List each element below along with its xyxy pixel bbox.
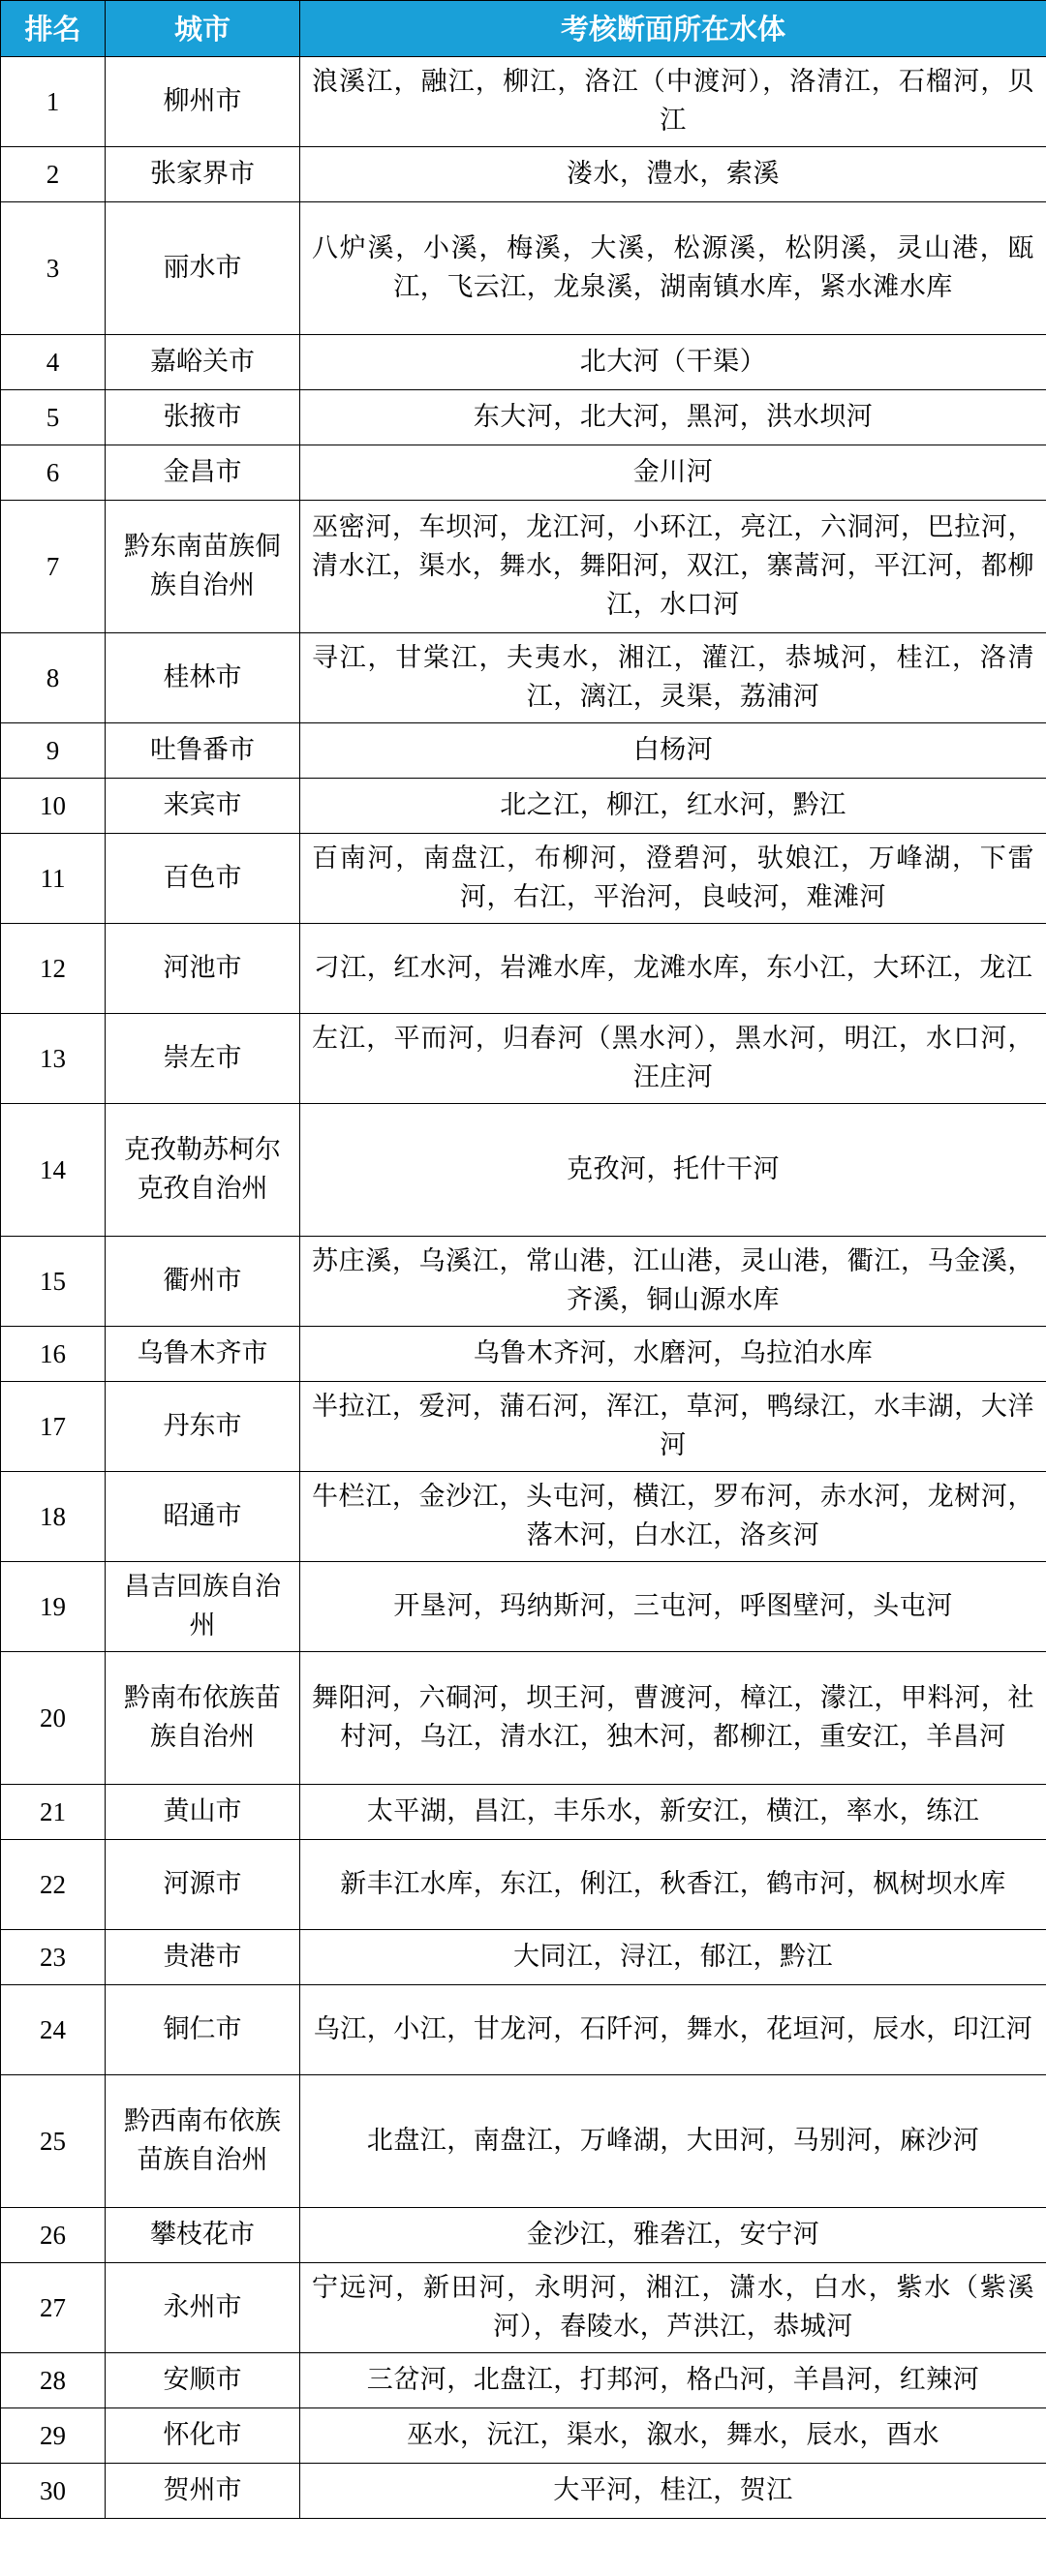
- rank-cell: 12: [1, 924, 106, 1014]
- rank-cell: 21: [1, 1785, 106, 1840]
- city-cell: 桂林市: [106, 633, 300, 723]
- water-body-cell: 苏庄溪，乌溪江，常山港，江山港，灵山港，衢江，马金溪，齐溪，铜山源水库: [300, 1237, 1046, 1327]
- water-body-cell: 白杨河: [300, 723, 1046, 779]
- water-body-cell: 刁江，红水河，岩滩水库，龙滩水库，东小江，大环江，龙江: [300, 924, 1046, 1014]
- rank-cell: 22: [1, 1840, 106, 1930]
- rank-cell: 9: [1, 723, 106, 779]
- city-cell: 张掖市: [106, 390, 300, 445]
- header-rank: 排名: [1, 1, 106, 57]
- rank-cell: 24: [1, 1985, 106, 2075]
- rank-cell: 2: [1, 147, 106, 202]
- water-body-cell: 金沙江，雅砻江，安宁河: [300, 2208, 1046, 2263]
- header-city: 城市: [106, 1, 300, 57]
- water-body-cell: 左江，平而河，归春河（黑水河），黑水河，明江，水口河，汪庄河: [300, 1014, 1046, 1104]
- rank-cell: 25: [1, 2075, 106, 2208]
- city-cell: 柳州市: [106, 57, 300, 147]
- rank-cell: 8: [1, 633, 106, 723]
- rank-cell: 6: [1, 445, 106, 501]
- rank-cell: 7: [1, 501, 106, 633]
- city-cell: 克孜勒苏柯尔克孜自治州: [106, 1104, 300, 1237]
- table-body: [1, 57, 1046, 2519]
- water-body-cell: 三岔河，北盘江，打邦河，格凸河，羊昌河，红辣河: [300, 2353, 1046, 2408]
- table-row: [1, 1930, 1046, 1985]
- table-row: [1, 1327, 1046, 1382]
- table-row: [1, 202, 1046, 335]
- table-row: [1, 2075, 1046, 2208]
- table-row: [1, 1985, 1046, 2075]
- header-water: 考核断面所在水体: [300, 1, 1046, 57]
- table-row: [1, 335, 1046, 390]
- water-body-cell: 金川河: [300, 445, 1046, 501]
- table-row: [1, 1562, 1046, 1652]
- table-row: [1, 924, 1046, 1014]
- city-cell: 吐鲁番市: [106, 723, 300, 779]
- rank-cell: 15: [1, 1237, 106, 1327]
- table-row: [1, 633, 1046, 723]
- water-body-cell: 百南河，南盘江，布柳河，澄碧河，驮娘江，万峰湖，下雷河，右江，平治河，良岐河，难滩河: [300, 834, 1046, 924]
- city-cell: 河池市: [106, 924, 300, 1014]
- rank-cell: 1: [1, 57, 106, 147]
- water-body-cell: 东大河，北大河，黑河，洪水坝河: [300, 390, 1046, 445]
- city-cell: 嘉峪关市: [106, 335, 300, 390]
- rank-cell: 17: [1, 1382, 106, 1472]
- table-row: [1, 1382, 1046, 1472]
- city-cell: 黔东南苗族侗族自治州: [106, 501, 300, 633]
- rank-cell: 18: [1, 1472, 106, 1562]
- table-row: [1, 2464, 1046, 2519]
- table-row: [1, 1237, 1046, 1327]
- table-row: [1, 779, 1046, 834]
- city-cell: 丽水市: [106, 202, 300, 335]
- rank-cell: 4: [1, 335, 106, 390]
- water-body-cell: 巫水，沅江，渠水，溆水，舞水，辰水，酉水: [300, 2408, 1046, 2464]
- table-row: [1, 834, 1046, 924]
- table-header-row: [1, 1, 1046, 57]
- table-row: [1, 2208, 1046, 2263]
- water-body-cell: 舞阳河，六硐河，坝王河，曹渡河，樟江，濛江，甲料河，社村河，乌江，清水江，独木河，都柳江，重安江，羊昌河: [300, 1652, 1046, 1785]
- table-row: [1, 1840, 1046, 1930]
- water-body-cell: 开垦河，玛纳斯河，三屯河，呼图壁河，头屯河: [300, 1562, 1046, 1652]
- water-body-cell: 浪溪江，融江，柳江，洛江（中渡河），洛清江，石榴河，贝江: [300, 57, 1046, 147]
- table-row: [1, 1472, 1046, 1562]
- city-cell: 攀枝花市: [106, 2208, 300, 2263]
- city-cell: 永州市: [106, 2263, 300, 2353]
- rank-cell: 30: [1, 2464, 106, 2519]
- water-body-cell: 乌鲁木齐河，水磨河，乌拉泊水库: [300, 1327, 1046, 1382]
- water-body-cell: 克孜河，托什干河: [300, 1104, 1046, 1237]
- table-row: [1, 147, 1046, 202]
- table-row: [1, 2408, 1046, 2464]
- rank-cell: 13: [1, 1014, 106, 1104]
- city-cell: 黔南布依族苗族自治州: [106, 1652, 300, 1785]
- city-cell: 河源市: [106, 1840, 300, 1930]
- water-body-cell: 宁远河，新田河，永明河，湘江，潇水，白水，紫水（紫溪河），舂陵水，芦洪江，恭城河: [300, 2263, 1046, 2353]
- water-body-cell: 乌江，小江，甘龙河，石阡河，舞水，花垣河，辰水，印江河: [300, 1985, 1046, 2075]
- city-cell: 乌鲁木齐市: [106, 1327, 300, 1382]
- table-row: [1, 390, 1046, 445]
- city-cell: 金昌市: [106, 445, 300, 501]
- city-cell: 昌吉回族自治州: [106, 1562, 300, 1652]
- water-body-cell: 大同江，浔江，郁江，黔江: [300, 1930, 1046, 1985]
- table-row: [1, 2263, 1046, 2353]
- water-body-cell: 巫密河，车坝河，龙江河，小环江，亮江，六洞河，巴拉河，清水江，渠水，舞水，舞阳河，双江，寨蒿河，平江河，都柳江，水口河: [300, 501, 1046, 633]
- rank-cell: 10: [1, 779, 106, 834]
- city-cell: 衢州市: [106, 1237, 300, 1327]
- rank-cell: 20: [1, 1652, 106, 1785]
- table-row: [1, 2353, 1046, 2408]
- table-row: [1, 445, 1046, 501]
- city-cell: 昭通市: [106, 1472, 300, 1562]
- table-row: [1, 57, 1046, 147]
- water-body-cell: 北之江，柳江，红水河，黔江: [300, 779, 1046, 834]
- city-cell: 百色市: [106, 834, 300, 924]
- rank-cell: 16: [1, 1327, 106, 1382]
- rank-cell: 26: [1, 2208, 106, 2263]
- rank-cell: 29: [1, 2408, 106, 2464]
- table-row: [1, 501, 1046, 633]
- water-body-cell: 大平河，桂江，贺江: [300, 2464, 1046, 2519]
- city-cell: 黔西南布依族苗族自治州: [106, 2075, 300, 2208]
- city-cell: 怀化市: [106, 2408, 300, 2464]
- water-body-cell: 半拉江，爱河，蒲石河，浑江，草河，鸭绿江，水丰湖，大洋河: [300, 1382, 1046, 1472]
- table-row: [1, 1104, 1046, 1237]
- rank-cell: 3: [1, 202, 106, 335]
- city-cell: 崇左市: [106, 1014, 300, 1104]
- water-body-cell: 寻江，甘棠江，夫夷水，湘江，灌江，恭城河，桂江，洛清江，漓江，灵渠，荔浦河: [300, 633, 1046, 723]
- rank-cell: 28: [1, 2353, 106, 2408]
- city-cell: 贵港市: [106, 1930, 300, 1985]
- rank-cell: 27: [1, 2263, 106, 2353]
- rank-cell: 23: [1, 1930, 106, 1985]
- water-body-cell: 北大河（干渠）: [300, 335, 1046, 390]
- water-body-cell: 新丰江水库，东江，俐江，秋香江，鹤市河，枫树坝水库: [300, 1840, 1046, 1930]
- water-body-cell: 溇水，澧水，索溪: [300, 147, 1046, 202]
- city-cell: 黄山市: [106, 1785, 300, 1840]
- city-cell: 来宾市: [106, 779, 300, 834]
- water-body-cell: 牛栏江，金沙江，头屯河，横江，罗布河，赤水河，龙树河，落木河，白水江，洛亥河: [300, 1472, 1046, 1562]
- city-cell: 张家界市: [106, 147, 300, 202]
- rank-cell: 14: [1, 1104, 106, 1237]
- rank-cell: 19: [1, 1562, 106, 1652]
- water-body-cell: 太平湖，昌江，丰乐水，新安江，横江，率水，练江: [300, 1785, 1046, 1840]
- city-cell: 丹东市: [106, 1382, 300, 1472]
- city-cell: 安顺市: [106, 2353, 300, 2408]
- table-row: [1, 723, 1046, 779]
- table-row: [1, 1785, 1046, 1840]
- water-body-cell: 八炉溪，小溪，梅溪，大溪，松源溪，松阴溪，灵山港，瓯江，飞云江，龙泉溪，湖南镇水库，紧水滩水库: [300, 202, 1046, 335]
- city-cell: 贺州市: [106, 2464, 300, 2519]
- table-row: [1, 1652, 1046, 1785]
- water-body-cell: 北盘江，南盘江，万峰湖，大田河，马别河，麻沙河: [300, 2075, 1046, 2208]
- rank-cell: 5: [1, 390, 106, 445]
- table-row: [1, 1014, 1046, 1104]
- city-cell: 铜仁市: [106, 1985, 300, 2075]
- rank-cell: 11: [1, 834, 106, 924]
